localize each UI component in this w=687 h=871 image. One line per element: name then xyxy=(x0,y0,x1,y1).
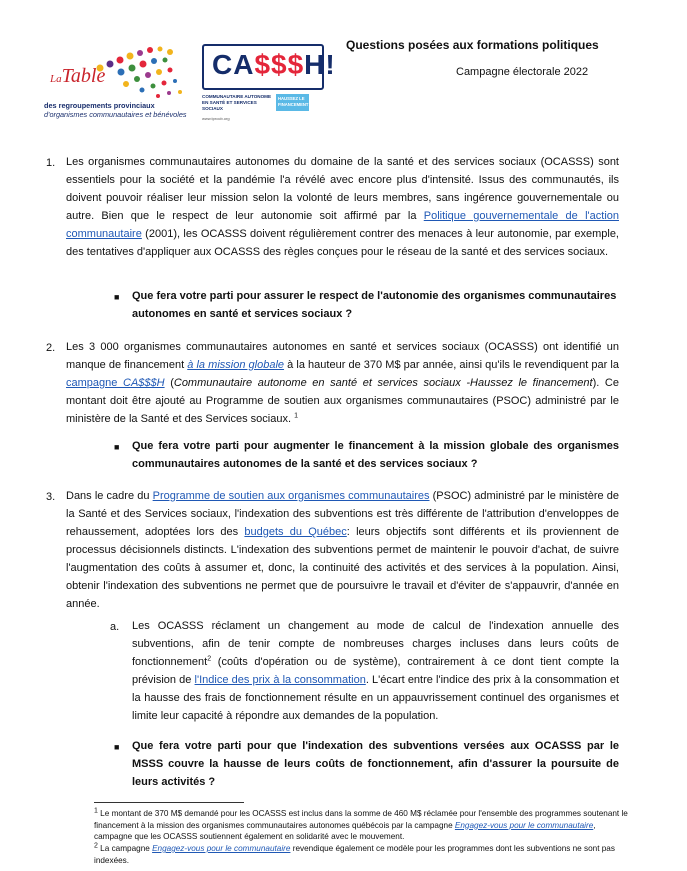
mission-globale-link[interactable]: à la mission globale xyxy=(187,359,285,371)
cash-logo-badge: HAUSSEZ LE FINANCEMENT xyxy=(276,94,309,111)
paragraph-3: Dans le cadre du Programme de soutien aux organismes communautaires (PSOC) administré par le ministère de la Santé et des Services sociaux, l'indexation des subventions est très différente de l'attribution d'enveloppes de rehaussement, adoptées lors des budgets du Québec: leurs objectifs sont différents et ils proviennent de processus décisionnels distincts. L'indexation des subventions permet de maintenir le pouvoir d'achat, de suivre l'augmentation des coûts à assumer et, donc, la continuité des activités et des services à la population. Ainsi, obtenir l'indexation des subventions ne permet que de poursuivre le travail et d'éviter de s'appauvrir, d'année en année. xyxy=(66,490,619,610)
budgets-quebec-link[interactable]: budgets du Québec xyxy=(244,526,347,538)
cash-logo-url: www.tprocb.org xyxy=(202,116,230,121)
la-table-logo xyxy=(20,44,190,119)
bullet-icon: ■ xyxy=(114,292,120,302)
paragraph-2: Les 3 000 organismes communautaires autonomes en santé et services sociaux (OCASSS) ont identifié un manque de financement à la mission globale à la hauteur de 370 M$ par année, ainsi qu'ils le revendiquent par la campagne CA$$$H (Communautaire autonome en santé et services sociaux -Haussez le financement). Ce montant doit être ajouté au Programme de soutien aux organismes communautaires (PSOC) administré par le ministère de la Santé et des Services sociaux. $^1$ xyxy=(66,341,619,425)
item-number-2: 2. xyxy=(46,342,56,354)
footnote-ref-1: 1 xyxy=(294,412,298,420)
footnote-ref-2: 2 xyxy=(207,655,212,663)
la-table-subtitle-2: d'organismes communautaires et bénévoles xyxy=(44,110,187,119)
cash-wordmark: CA$$$H! xyxy=(212,49,336,80)
item-number-1: 1. xyxy=(46,157,56,169)
paragraph-1: Les organismes communautaires autonomes du domaine de la santé et des services sociaux (OCASSS) sont essentiels pour la société et la pandémie l'a révélé avec encore plus d'intensité. Issus des communautés, ils doivent pouvoir réaliser leur mission selon la volonté de leurs membres, sans ingérence gouvernementale ou autre. Bien que le respect de leur autonomie soit affirmé par la Politique gouvernementale de l'action communautaire (2001), les OCASSS doivent régulièrement contrer des menaces à leur autonomie, par exemple, des tentatives d'appliquer aux OCASSS des règles conçues pour le réseau de la santé et des services sociaux. xyxy=(66,156,619,258)
bullet-icon: ■ xyxy=(114,442,120,452)
footnote-1: $^1$ Le montant de 370 M$ demandé pour les OCASSS est inclus dans la somme de 460 M$ réclamée pour l'ensemble des programmes soutenant le financement à la mission des organismes communautaires autonomes québécois par la campagne Engagez-vous pour le communautaire, campagne que les OCASSS soutiennent également en solidarité avec le mouvement. xyxy=(94,807,628,841)
question-2: Que fera votre parti pour augmenter le financement à la mission globale des organismes communautaires autonomes de la santé et des services sociaux ? xyxy=(132,440,619,470)
psoc-link[interactable]: Programme de soutien aux organismes communautaires xyxy=(152,490,430,502)
question-3: Que fera votre parti pour que l'indexation des subventions versées aux OCASSS par le MSSS couvre la hausse de leurs coûts de fonctionnement, afin d'assurer la poursuite de leurs activités ? xyxy=(132,740,619,788)
ipc-link[interactable]: l'Indice des prix à la consommation xyxy=(194,674,366,686)
campagne-cash-link[interactable]: campagne CA$$$H xyxy=(66,377,165,389)
cash-logo-subtitle: COMMUNAUTAIRE AUTONOME EN SANTÉ ET SERVICES SOCIAUX xyxy=(202,94,272,111)
item-number-3: 3. xyxy=(46,491,56,503)
la-table-wordmark: LaTable xyxy=(50,65,106,87)
document-subtitle: Campagne électorale 2022 xyxy=(456,66,589,78)
footnote-divider xyxy=(94,802,244,803)
engagez-vous-link[interactable]: Engagez-vous pour le communautaire xyxy=(454,820,594,830)
la-table-subtitle: des regroupements provinciaux xyxy=(44,101,155,110)
paragraph-3a: Les OCASSS réclament un changement au mode de calcul de l'indexation annuelle des subventions, afin de tenir compte de nombreuses charges incluses dans leurs coûts de fonctionnement$^2$ (coûts d'opération ou de système), contrairement à ce dont tient compte la prévision de l'Indice des prix à la consommation. L'écart entre l'indice des prix à la consommation et la hausse des frais de fonctionnement résulte en un appauvrissement continuel des organismes et limite leur capacité à répondre aux demandes de la population. xyxy=(132,620,619,722)
question-1: Que fera votre parti pour assurer le respect de l'autonomie des organismes communautaires autonomes en santé et services sociaux ? xyxy=(132,290,617,320)
politique-link[interactable]: Politique gouvernementale de l'action communautaire xyxy=(66,210,619,240)
bullet-icon: ■ xyxy=(114,742,120,752)
document-title: Questions posées aux formations politiques xyxy=(346,38,599,52)
engagez-vous-link-2[interactable]: Engagez-vous pour le communautaire xyxy=(152,844,291,853)
sub-item-letter-a: a. xyxy=(110,621,120,633)
cash-logo xyxy=(202,44,336,90)
footnote-2: $^2$ La campagne Engagez-vous pour le communautaire revendique également ce modèle pour les programmes dont les subventions ne sont pas indexées. xyxy=(94,842,615,865)
